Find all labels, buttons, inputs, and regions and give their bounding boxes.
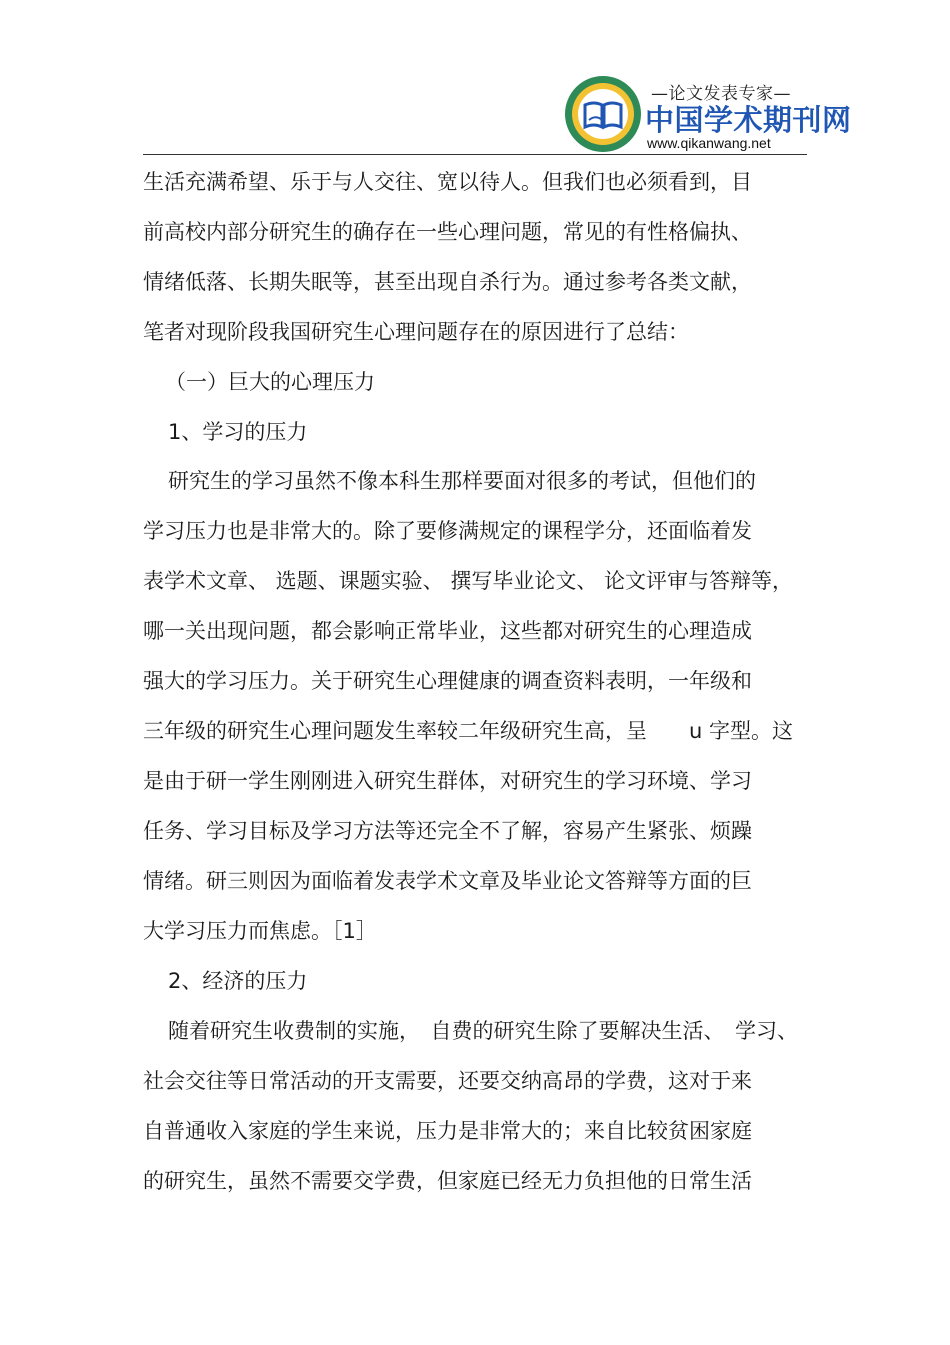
paragraph-line: 任务、学习目标及学习方法等还完全不了解，容易产生紧张、烦躁	[143, 819, 752, 843]
paragraph-line: 是由于研一学生刚刚进入研究生群体，对研究生的学习环境、学习	[143, 769, 752, 793]
paragraph-line: 哪一关出现问题，都会影响正常毕业，这些都对研究生的心理造成	[143, 619, 752, 643]
logo-emblem-icon	[563, 75, 643, 153]
logo-site-name: 中国学术期刊网	[645, 103, 852, 137]
subsection-heading: 2、经济的压力	[168, 969, 308, 993]
paragraph-line: 表学术文章、 选题、课题实验、 撰写毕业论文、 论文评审与答辩等，	[143, 569, 794, 593]
paragraph-line: 社会交往等日常活动的开支需要，还要交纳高昂的学费，这对于来	[143, 1069, 752, 1093]
paragraph-line: 笔者对现阶段我国研究生心理问题存在的原因进行了总结：	[143, 320, 689, 344]
paragraph-line: 研究生的学习虽然不像本科生那样要面对很多的考试，但他们的	[168, 469, 756, 493]
subsection-heading: 1、学习的压力	[168, 420, 308, 444]
logo-slogan: —论文发表专家—	[651, 84, 791, 104]
paragraph-line: 自普通收入家庭的学生来说，压力是非常大的；来自比较贫困家庭	[143, 1119, 752, 1143]
paragraph-line: 大学习压力而焦虑。［1］	[143, 919, 377, 943]
paragraph-line: 生活充满希望、乐于与人交往、宽以待人。但我们也必须看到，目	[143, 170, 752, 194]
paragraph-line: 前高校内部分研究生的确存在一些心理问题，常见的有性格偏执、	[143, 220, 752, 244]
logo-url: www.qikanwang.net	[647, 135, 771, 151]
paragraph-line: 情绪低落、长期失眠等，甚至出现自杀行为。通过参考各类文献，	[143, 270, 752, 294]
header-divider	[143, 154, 807, 155]
paragraph-line: 的研究生，虽然不需要交学费，但家庭已经无力负担他的日常生活	[143, 1169, 752, 1193]
paragraph-line: 学习压力也是非常大的。除了要修满规定的课程学分，还面临着发	[143, 519, 752, 543]
paragraph-line: 情绪。研三则因为面临着发表学术文章及毕业论文答辩等方面的巨	[143, 869, 752, 893]
paragraph-line: 三年级的研究生心理问题发生率较二年级研究生高，呈 u 字型。这	[143, 719, 793, 743]
paragraph-line: 强大的学习压力。关于研究生心理健康的调查资料表明，一年级和	[143, 669, 752, 693]
qikanwang-logo	[563, 75, 852, 155]
paragraph-line: 随着研究生收费制的实施， 自费的研究生除了要解决生活、 学习、	[168, 1019, 798, 1043]
section-heading: （一）巨大的心理压力	[165, 370, 375, 394]
